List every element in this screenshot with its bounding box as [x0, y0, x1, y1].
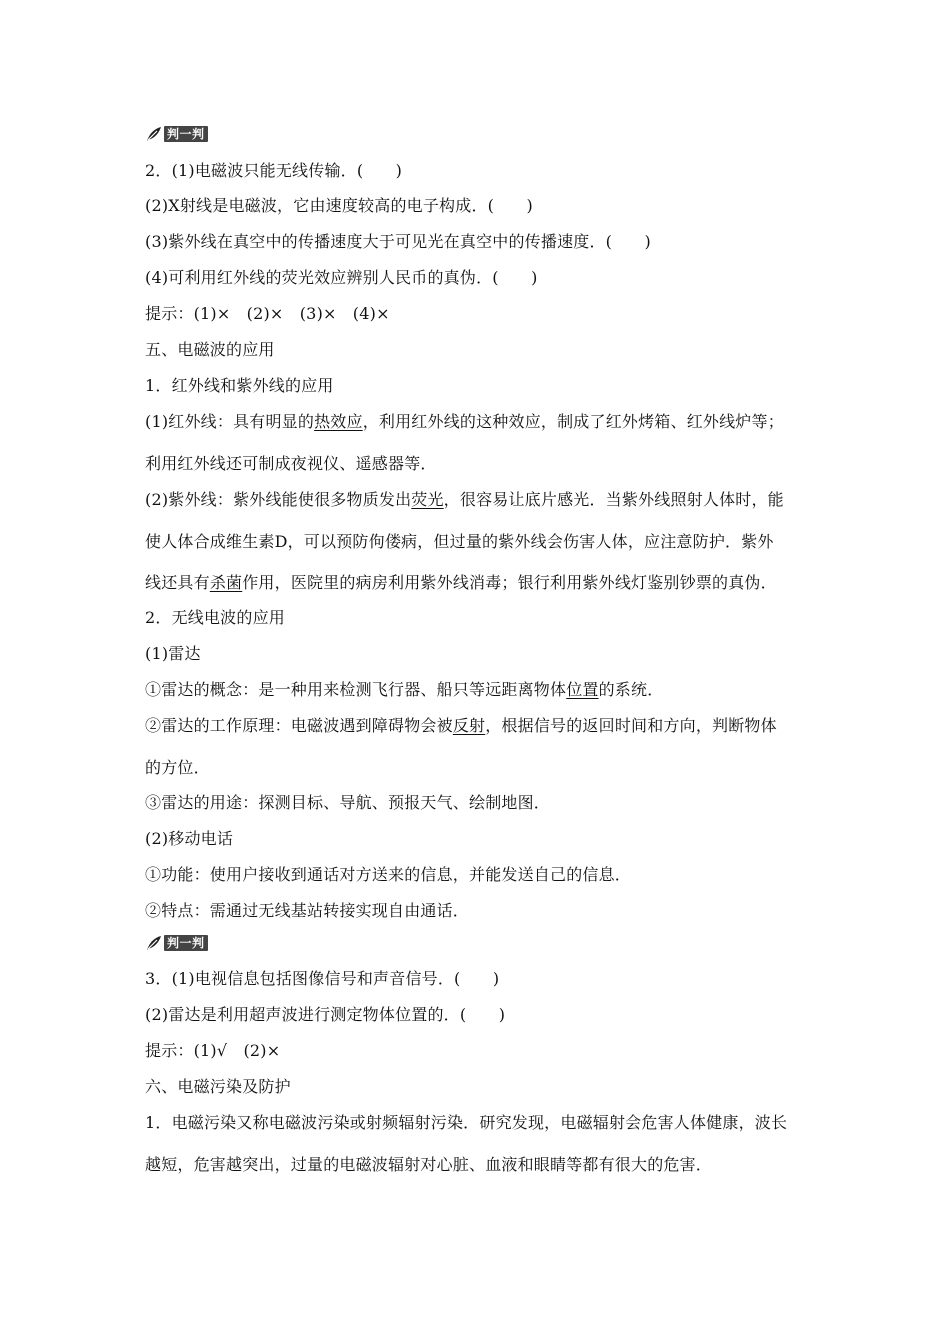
radar-heading: (1)雷达	[145, 644, 201, 663]
radar-concept-keyword: 位置	[566, 680, 599, 699]
infrared-text-after: ，利用红外线的这种效应，制成了红外烤箱、红外线炉等；	[362, 412, 784, 431]
ultraviolet-text-before: (2)紫外线：紫外线能使很多物质发出	[145, 490, 412, 509]
mobile-phone-function: ①功能：使用户接收到通话对方送来的信息，并能发送自己的信息．	[145, 865, 632, 884]
judge2-question-2: (2)X射线是电磁波，它由速度较高的电子构成．( )	[145, 196, 533, 215]
radar-principle-continued: 的方位．	[145, 758, 210, 777]
judge3-question-2: (2)雷达是利用超声波进行测定物体位置的．( )	[145, 1005, 506, 1024]
infrared-paragraph-line-1	[145, 411, 810, 433]
judge-badge-2	[145, 933, 208, 953]
section6-title: 六、电磁污染及防护	[145, 1077, 291, 1096]
judge-badge-label: 判一判	[164, 935, 208, 951]
leaf-icon	[145, 934, 163, 952]
judge2-question-4: (4)可利用红外线的荧光效应辨别人民币的真伪．( )	[145, 268, 538, 287]
radar-uses: ③雷达的用途：探测目标、导航、预报天气、绘制地图．	[145, 793, 551, 812]
radar-concept-after: 的系统．	[598, 680, 664, 699]
ultraviolet-keyword-sterilize: 杀菌	[209, 573, 243, 592]
radar-concept-before: ①雷达的概念：是一种用来检测飞行器、船只等远距离物体	[145, 680, 567, 699]
radar-principle-before: ②雷达的工作原理：电磁波遇到障碍物会被	[145, 716, 453, 735]
section5-subheading-1: 1．红外线和紫外线的应用	[145, 376, 334, 395]
section5-title: 五、电磁波的应用	[145, 340, 275, 359]
infrared-text-before: (1)红外线：具有明显的	[145, 412, 315, 431]
infrared-paragraph-line-2: 利用红外线还可制成夜视仪、遥感器等．	[145, 454, 437, 473]
ultraviolet-keyword-fluorescence: 荧光	[411, 490, 444, 509]
ultraviolet-paragraph-line-3	[145, 572, 810, 594]
radar-concept	[145, 679, 810, 701]
section5-subheading-2: 2．无线电波的应用	[145, 608, 285, 627]
judge2-question-1: 2．(1)电磁波只能无线传输．( )	[145, 161, 403, 180]
judge3-question-1: 3．(1)电视信息包括图像信号和声音信号．( )	[145, 969, 500, 988]
ultraviolet-text-after: ，很容易让底片感光．当紫外线照射人体时，能	[443, 490, 784, 509]
leaf-icon	[145, 125, 163, 143]
infrared-keyword: 热效应	[314, 412, 363, 431]
radar-principle-keyword: 反射	[452, 716, 486, 735]
judge3-hint: 提示：(1)√ (2)×	[145, 1041, 281, 1060]
ultraviolet-text-3-after: 作用，医院里的病房利用紫外线消毒；银行利用紫外线灯鉴别钞票的真伪．	[242, 573, 777, 592]
ultraviolet-paragraph-line-2: 使人体合成维生素D，可以预防佝偻病，但过量的紫外线会伤害人体，应注意防护．紫外	[145, 532, 774, 551]
judge-badge-1	[145, 124, 208, 144]
judge2-question-3: (3)紫外线在真空中的传播速度大于可见光在真空中的传播速度．( )	[145, 232, 651, 251]
ultraviolet-paragraph-line-1	[145, 489, 810, 511]
mobile-phone-heading: (2)移动电话	[145, 829, 234, 848]
section6-paragraph-line-2: 越短，危害越突出，过量的电磁波辐射对心脏、血液和眼睛等都有很大的危害．	[145, 1155, 713, 1174]
mobile-phone-feature: ②特点：需通过无线基站转接实现自由通话．	[145, 901, 470, 920]
ultraviolet-text-3-before: 线还具有	[145, 573, 210, 592]
radar-principle	[145, 715, 810, 737]
radar-principle-after: ，根据信号的返回时间和方向，判断物体	[485, 716, 777, 735]
section6-paragraph-line-1: 1．电磁污染又称电磁波污染或射频辐射污染．研究发现，电磁辐射会危害人体健康，波长	[145, 1113, 788, 1132]
judge-badge-label: 判一判	[164, 126, 208, 142]
judge2-hint: 提示：(1)× (2)× (3)× (4)×	[145, 304, 390, 323]
